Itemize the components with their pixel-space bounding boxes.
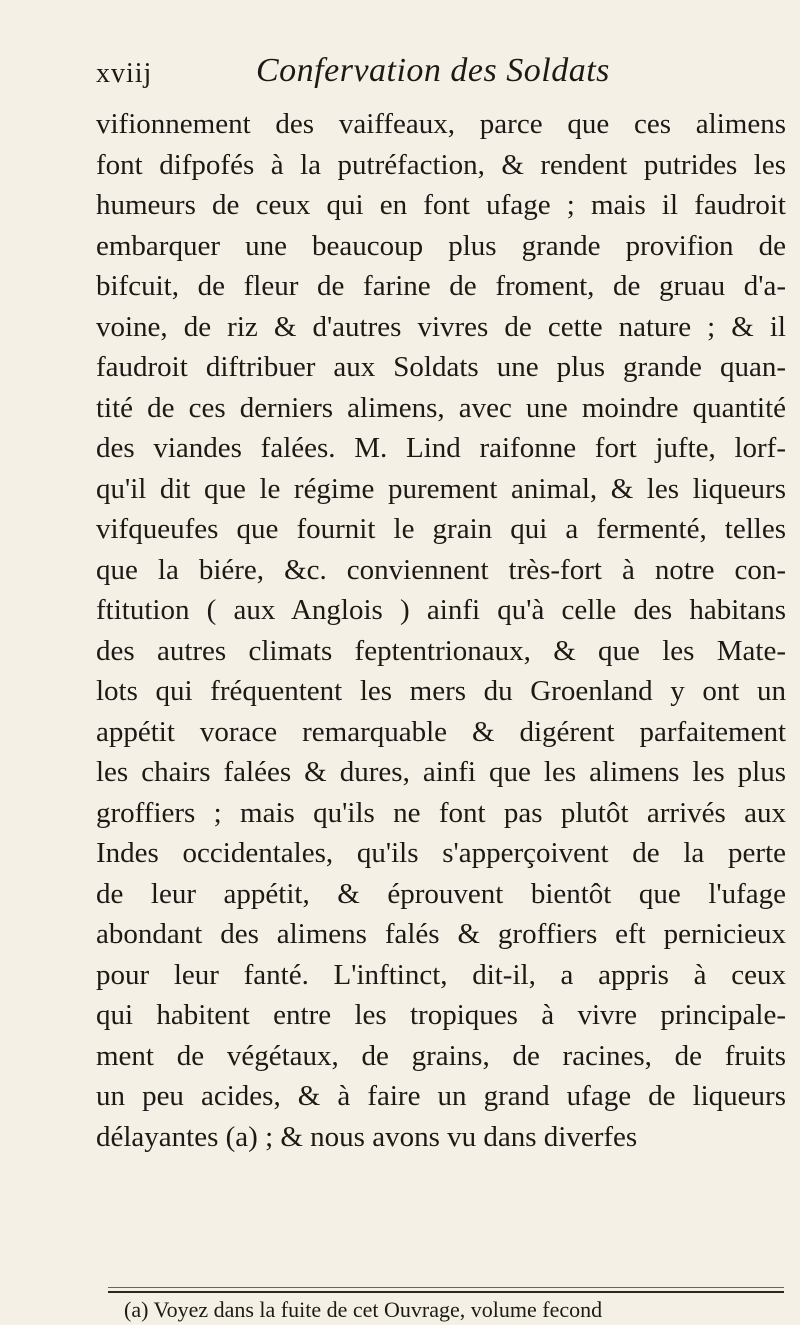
- text-line: vifionnement des vaiffeaux, parce que ces alimens: [96, 108, 786, 140]
- text-line: humeurs de ceux qui en font ufage ; mais il faudroit: [96, 189, 786, 221]
- text-line: qui habitent entre les tropiques à vivre principale-: [96, 999, 786, 1031]
- text-line: vifqueufes que fournit le grain qui a fermenté, telles: [96, 513, 786, 545]
- text-line: lots qui fréquentent les mers du Groenland y ont un: [96, 675, 786, 707]
- text-line: bifcuit, de fleur de farine de froment, de gruau d'a-: [96, 270, 786, 302]
- text-line: font difpofés à la putréfaction, & rendent putrides les: [96, 148, 786, 181]
- text-line: faudroit diftribuer aux Soldats une plus grande quan-: [96, 351, 786, 383]
- text-line: abondant des alimens falés & groffiers eft pernicieux: [96, 918, 786, 950]
- text-line: embarquer une beaucoup plus grande provifion de: [96, 229, 786, 262]
- text-line: tité de ces derniers alimens, avec une moindre quantité: [96, 391, 786, 424]
- text-line: des viandes falées. M. Lind raifonne fort jufte, lorf-: [96, 432, 786, 464]
- text-line: de leur appétit, & éprouvent bientôt que l'ufage: [96, 877, 786, 910]
- footnote-rule-thin: [108, 1287, 784, 1288]
- text-line: ment de végétaux, de grains, de racines, de fruits: [96, 1039, 786, 1072]
- text-line: les chairs falées & dures, ainfi que les alimens les plus: [96, 756, 786, 788]
- text-line: que la biére, &c. conviennent très-fort à notre con-: [96, 553, 786, 586]
- text-line: qu'il dit que le régime purement animal, & les liqueurs: [96, 472, 786, 505]
- footnote: (a) Voyez dans la fuite de cet Ouvrage, volume fecond: [124, 1297, 603, 1322]
- text-line: groffiers ; mais qu'ils ne font pas plutôt arrivés aux: [96, 796, 786, 829]
- text-line: des autres climats feptentrionaux, & que les Mate-: [96, 634, 786, 667]
- body-text: [96, 104, 786, 1157]
- text-line: pour leur fanté. L'inftinct, dit-il, a appris à ceux: [96, 958, 786, 991]
- text-line: ftitution ( aux Anglois ) ainfi qu'à celle des habitans: [96, 594, 786, 626]
- running-title: Confervation des Soldats: [256, 52, 610, 89]
- text-line: délayantes (a) ; & nous avons vu dans diverfes: [96, 1120, 638, 1153]
- page-number: xviij: [96, 58, 153, 89]
- text-line: un peu acides, & à faire un grand ufage de liqueurs: [96, 1080, 786, 1112]
- footnote-rule: [108, 1291, 784, 1293]
- text-line: voine, de riz & d'autres vivres de cette nature ; & il: [96, 310, 786, 343]
- text-line: Indes occidentales, qu'ils s'apperçoivent de la perte: [96, 837, 786, 869]
- page-header: [96, 52, 776, 100]
- text-line: appétit vorace remarquable & digérent parfaitement: [96, 715, 786, 748]
